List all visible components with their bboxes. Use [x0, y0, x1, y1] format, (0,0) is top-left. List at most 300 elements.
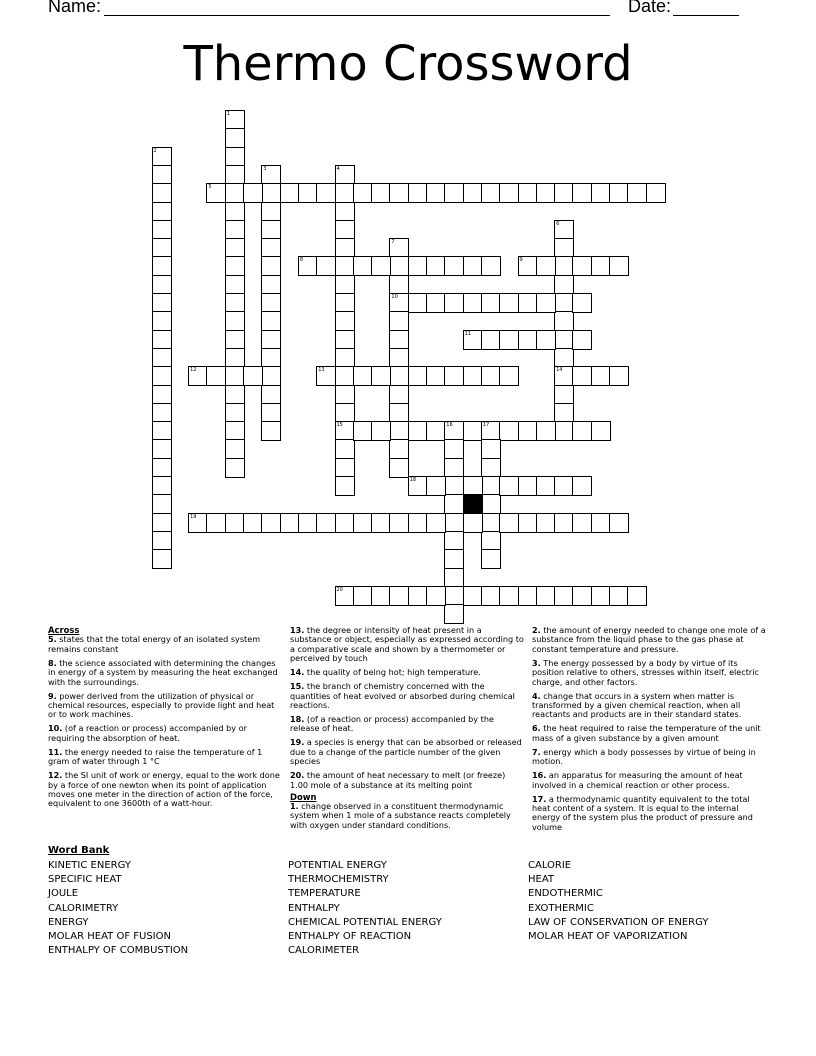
- clue-number: 1: [226, 111, 230, 117]
- grid-cell[interactable]: [353, 586, 373, 606]
- grid-cell[interactable]: [591, 421, 611, 441]
- grid-cell[interactable]: [225, 366, 245, 386]
- word-bank-item: POTENTIAL ENERGY: [288, 860, 387, 871]
- grid-cell[interactable]: [481, 330, 501, 350]
- grid-cell[interactable]: [408, 476, 428, 496]
- grid-cell[interactable]: [591, 513, 611, 533]
- grid-cell[interactable]: [518, 513, 538, 533]
- grid-cell[interactable]: [225, 439, 245, 459]
- grid-cell[interactable]: [389, 586, 409, 606]
- grid-cell[interactable]: [554, 183, 574, 203]
- grid-cell[interactable]: [408, 183, 428, 203]
- grid-cell[interactable]: [426, 183, 446, 203]
- grid-cell[interactable]: [444, 604, 464, 624]
- grid-cell[interactable]: [152, 330, 172, 350]
- grid-cell[interactable]: [225, 238, 245, 258]
- grid-cell[interactable]: [481, 513, 501, 533]
- grid-cell[interactable]: [206, 513, 226, 533]
- grid-cell[interactable]: [463, 513, 483, 533]
- grid-cell[interactable]: [152, 256, 172, 276]
- grid-cell[interactable]: [335, 513, 355, 533]
- grid-cell[interactable]: [261, 183, 281, 203]
- clue-number: 5: [208, 184, 212, 191]
- clue-item: [532, 795, 766, 833]
- grid-cell[interactable]: [444, 293, 464, 313]
- grid-cell[interactable]: [481, 183, 501, 203]
- grid-cell[interactable]: [316, 183, 336, 203]
- clue-item: [532, 748, 766, 767]
- grid-cell[interactable]: [572, 183, 592, 203]
- grid-cell[interactable]: [335, 311, 355, 331]
- grid-cell[interactable]: [536, 183, 556, 203]
- clue-label: 19.: [290, 737, 305, 748]
- grid-cell[interactable]: [389, 256, 409, 276]
- grid-cell[interactable]: [371, 513, 391, 533]
- grid-cell[interactable]: [261, 385, 281, 405]
- grid-cell[interactable]: [353, 256, 373, 276]
- grid-cell[interactable]: [554, 256, 574, 276]
- grid-cell[interactable]: [152, 421, 172, 441]
- grid-cell[interactable]: [298, 513, 318, 533]
- grid-cell[interactable]: [518, 476, 538, 496]
- clue-label: 7.: [532, 746, 541, 757]
- word-bank-item: CALORIE: [528, 860, 572, 871]
- grid-cell[interactable]: [444, 513, 464, 533]
- grid-cell[interactable]: [572, 366, 592, 386]
- grid-cell[interactable]: [389, 330, 409, 350]
- grid-cell[interactable]: [371, 421, 391, 441]
- clue-item: [532, 659, 766, 687]
- word-bank-item: MOLAR HEAT OF VAPORIZATION: [528, 930, 688, 942]
- clue-label: 2.: [532, 625, 541, 635]
- grid-cell[interactable]: [225, 293, 245, 313]
- grid-cell[interactable]: [554, 513, 574, 533]
- grid-cell[interactable]: [518, 586, 538, 606]
- grid-cell[interactable]: [444, 476, 464, 496]
- grid-cell[interactable]: [335, 403, 355, 423]
- word-bank-column-2: [288, 859, 442, 958]
- grid-cell[interactable]: [481, 458, 501, 478]
- clue-text: (of a reaction or process) accompanied by or requiring the absorption of heat.: [48, 723, 247, 743]
- grid-cell[interactable]: [408, 421, 428, 441]
- grid-cell[interactable]: [335, 183, 355, 203]
- grid-cell[interactable]: [408, 293, 428, 313]
- clue-item: [290, 715, 524, 734]
- grid-cell[interactable]: [609, 256, 629, 276]
- clue-item: [532, 771, 766, 790]
- clue-number: 7: [391, 239, 395, 246]
- grid-cell[interactable]: [389, 238, 409, 258]
- grid-cell[interactable]: [280, 183, 300, 203]
- grid-cell[interactable]: [389, 458, 409, 478]
- clue-number: 15: [336, 422, 343, 429]
- grid-cell[interactable]: [225, 385, 245, 405]
- grid-cell[interactable]: [572, 476, 592, 496]
- grid-cell[interactable]: [389, 348, 409, 368]
- grid-cell[interactable]: [261, 275, 281, 295]
- grid-cell[interactable]: [353, 183, 373, 203]
- grid-cell[interactable]: [389, 439, 409, 459]
- grid-cell[interactable]: [463, 476, 483, 496]
- grid-cell[interactable]: [152, 385, 172, 405]
- clue-text: power derived from the utilization of physical or chemical resources, especially to provide light and heat or to work machines.: [48, 690, 275, 720]
- word-bank-item: MOLAR HEAT OF FUSION: [48, 930, 171, 942]
- grid-cell[interactable]: [335, 385, 355, 405]
- grid-cell[interactable]: [225, 183, 245, 203]
- grid-cell[interactable]: [518, 183, 538, 203]
- grid-cell[interactable]: [408, 256, 428, 276]
- grid-cell[interactable]: [335, 586, 355, 606]
- grid-cell[interactable]: [389, 293, 409, 313]
- grid-cell[interactable]: [499, 421, 519, 441]
- grid-cell[interactable]: [444, 549, 464, 569]
- grid-cell[interactable]: [225, 165, 245, 185]
- clue-number: 17: [482, 422, 490, 429]
- clue-item: [290, 738, 524, 766]
- grid-cell[interactable]: [188, 366, 208, 386]
- grid-cell[interactable]: [426, 421, 446, 441]
- clue-label: 14.: [290, 667, 305, 678]
- clue-item: [48, 771, 282, 809]
- grid-cell[interactable]: [371, 183, 391, 203]
- grid-cell[interactable]: [316, 256, 336, 276]
- clue-number: 8: [299, 257, 304, 264]
- grid-cell[interactable]: [554, 275, 574, 295]
- grid-cell[interactable]: [444, 256, 464, 276]
- grid-cell[interactable]: [389, 311, 409, 331]
- grid-cell[interactable]: [225, 348, 245, 368]
- grid-cell[interactable]: [572, 330, 592, 350]
- grid-cell[interactable]: [481, 439, 501, 459]
- grid-cell[interactable]: [225, 202, 245, 222]
- grid-cell[interactable]: [261, 330, 281, 350]
- grid-cell[interactable]: [389, 403, 409, 423]
- grid-cell[interactable]: [518, 256, 538, 276]
- grid-cell[interactable]: [316, 513, 336, 533]
- grid-cell[interactable]: [335, 256, 355, 276]
- grid-cell[interactable]: [609, 513, 629, 533]
- grid-cell[interactable]: [152, 220, 172, 240]
- grid-cell[interactable]: [335, 348, 355, 368]
- grid-cell[interactable]: [572, 421, 592, 441]
- grid-cell[interactable]: [261, 311, 281, 331]
- grid-cell[interactable]: [335, 330, 355, 350]
- grid-cell[interactable]: [152, 202, 172, 222]
- clue-number: 2: [153, 147, 157, 154]
- grid-cell[interactable]: [389, 275, 409, 295]
- grid-cell[interactable]: [554, 476, 574, 496]
- grid-cell[interactable]: [152, 183, 172, 203]
- grid-cell[interactable]: [444, 586, 464, 606]
- grid-cell[interactable]: [335, 421, 355, 441]
- clue-text: the quality of being hot; high temperature.: [306, 667, 481, 678]
- grid-cell[interactable]: [463, 421, 483, 441]
- grid-cell[interactable]: [499, 476, 519, 496]
- grid-cell[interactable]: [389, 385, 409, 405]
- grid-cell[interactable]: [554, 366, 574, 386]
- clue-number: 13: [318, 367, 325, 374]
- grid-cell[interactable]: [444, 458, 464, 478]
- grid-cell[interactable]: [371, 586, 391, 606]
- grid-cell[interactable]: [554, 403, 574, 423]
- grid-cell[interactable]: [554, 421, 574, 441]
- grid-cell[interactable]: [261, 256, 281, 276]
- grid-cell[interactable]: [463, 256, 483, 276]
- grid-cell[interactable]: [518, 421, 538, 441]
- grid-cell[interactable]: [225, 458, 245, 478]
- grid-cell[interactable]: [243, 366, 263, 386]
- clue-item: [290, 802, 524, 830]
- grid-cell[interactable]: [152, 293, 172, 313]
- grid-cell[interactable]: [536, 293, 556, 313]
- grid-cell[interactable]: [225, 147, 245, 167]
- clue-text: change that occurs in a system when matter is transformed by a given chemical reaction, when all reactants and products are in their standard states.: [532, 690, 742, 720]
- grid-cell[interactable]: [261, 348, 281, 368]
- grid-cell[interactable]: [463, 183, 483, 203]
- grid-cell[interactable]: [280, 513, 300, 533]
- grid-cell[interactable]: [225, 220, 245, 240]
- grid-cell[interactable]: [481, 476, 501, 496]
- grid-cell[interactable]: [389, 421, 409, 441]
- grid-cell[interactable]: [518, 293, 538, 313]
- grid-cell[interactable]: [536, 586, 556, 606]
- grid-cell[interactable]: [206, 366, 226, 386]
- grid-cell[interactable]: [371, 256, 391, 276]
- grid-cell[interactable]: [646, 183, 666, 203]
- grid-cell[interactable]: [499, 293, 519, 313]
- word-bank-item: ENDOTHERMIC: [528, 888, 603, 900]
- grid-cell[interactable]: [536, 476, 556, 496]
- grid-cell[interactable]: [536, 330, 556, 350]
- clue-number: 16: [446, 422, 453, 429]
- grid-cell[interactable]: [591, 366, 611, 386]
- across-heading: Across: [48, 625, 80, 635]
- grid-cell[interactable]: [353, 366, 373, 386]
- grid-cell[interactable]: [152, 458, 172, 478]
- grid-cell[interactable]: [536, 513, 556, 533]
- grid-cell[interactable]: [499, 366, 519, 386]
- grid-cell[interactable]: [481, 421, 501, 441]
- grid-cell[interactable]: [152, 403, 172, 423]
- grid-cell[interactable]: [152, 348, 172, 368]
- grid-cell[interactable]: [609, 366, 629, 386]
- grid-cell[interactable]: [335, 366, 355, 386]
- grid-cell[interactable]: [481, 531, 501, 551]
- grid-cell[interactable]: [152, 549, 172, 569]
- grid-cell[interactable]: [536, 256, 556, 276]
- clue-label: 3.: [532, 657, 541, 668]
- clues-column-1: [48, 626, 282, 813]
- grid-cell[interactable]: [499, 183, 519, 203]
- grid-cell[interactable]: [444, 366, 464, 386]
- grid-cell[interactable]: [408, 586, 428, 606]
- grid-cell[interactable]: [353, 421, 373, 441]
- grid-cell[interactable]: [426, 476, 446, 496]
- word-bank-item: KINETIC ENERGY: [48, 860, 131, 871]
- grid-cell[interactable]: [261, 238, 281, 258]
- clue-text: the SI unit of work or energy, equal to the work done by a force of one newton when its point of application moves one meter in the direction of action of the force, equivalent to one 3600th of a watt-hour.: [48, 770, 280, 809]
- grid-cell[interactable]: [572, 293, 592, 313]
- grid-cell[interactable]: [481, 586, 501, 606]
- word-bank-item: CHEMICAL POTENTIAL ENERGY: [288, 916, 442, 928]
- word-bank-item: SPECIFIC HEAT: [48, 874, 122, 886]
- word-bank-item: ENTHALPY OF REACTION: [288, 930, 412, 942]
- grid-cell[interactable]: [444, 421, 464, 441]
- grid-cell[interactable]: [627, 586, 647, 606]
- clue-text: the branch of chemistry concerned with the quantities of heat evolved or absorbed during chemical reactions.: [290, 681, 515, 711]
- grid-cell[interactable]: [225, 275, 245, 295]
- grid-cell[interactable]: [554, 238, 574, 258]
- grid-cell[interactable]: [261, 403, 281, 423]
- grid-cell[interactable]: [335, 165, 355, 185]
- grid-cell[interactable]: [554, 385, 574, 405]
- grid-cell[interactable]: [261, 220, 281, 240]
- grid-cell[interactable]: [335, 293, 355, 313]
- grid-cell[interactable]: [335, 458, 355, 478]
- grid-cell[interactable]: [298, 183, 318, 203]
- grid-cell[interactable]: [554, 348, 574, 368]
- grid-cell[interactable]: [554, 293, 574, 313]
- grid-cell[interactable]: [225, 128, 245, 148]
- grid-cell[interactable]: [335, 202, 355, 222]
- grid-cell[interactable]: [536, 421, 556, 441]
- grid-cell[interactable]: [627, 183, 647, 203]
- clue-label: 5.: [48, 634, 57, 645]
- grid-cell[interactable]: [335, 238, 355, 258]
- grid-cell[interactable]: [152, 494, 172, 514]
- grid-cell[interactable]: [261, 202, 281, 222]
- grid-cell[interactable]: [152, 366, 172, 386]
- grid-cell[interactable]: [481, 366, 501, 386]
- grid-cell[interactable]: [152, 531, 172, 551]
- grid-cell[interactable]: [481, 256, 501, 276]
- grid-cell[interactable]: [591, 586, 611, 606]
- grid-cell[interactable]: [389, 183, 409, 203]
- grid-cell[interactable]: [353, 513, 373, 533]
- grid-cell[interactable]: [426, 366, 446, 386]
- clue-label: 13.: [290, 625, 305, 635]
- grid-cell[interactable]: [261, 165, 281, 185]
- grid-cell[interactable]: [554, 311, 574, 331]
- grid-cell[interactable]: [591, 256, 611, 276]
- grid-cell[interactable]: [243, 183, 263, 203]
- clue-number: 19: [190, 513, 197, 520]
- grid-cell[interactable]: [463, 293, 483, 313]
- grid-cell[interactable]: [481, 494, 501, 514]
- grid-cell[interactable]: [444, 439, 464, 459]
- grid-cell[interactable]: [188, 513, 208, 533]
- grid-cell[interactable]: [426, 586, 446, 606]
- grid-cell[interactable]: [426, 293, 446, 313]
- clue-label: 6.: [532, 723, 541, 734]
- grid-cell[interactable]: [444, 568, 464, 588]
- grid-cell[interactable]: [225, 513, 245, 533]
- grid-cell[interactable]: [499, 330, 519, 350]
- grid-cell[interactable]: [298, 256, 318, 276]
- grid-cell[interactable]: [609, 183, 629, 203]
- grid-cell[interactable]: [225, 110, 245, 130]
- grid-cell[interactable]: [152, 275, 172, 295]
- clue-number: 6: [556, 220, 560, 227]
- grid-cell[interactable]: [572, 513, 592, 533]
- grid-cell[interactable]: [609, 586, 629, 606]
- grid-cell[interactable]: [481, 293, 501, 313]
- grid-cell[interactable]: [554, 220, 574, 240]
- grid-cell[interactable]: [499, 586, 519, 606]
- grid-cell[interactable]: [335, 439, 355, 459]
- clue-item: [48, 635, 282, 654]
- clue-label: 8.: [48, 657, 57, 668]
- grid-cell[interactable]: [591, 183, 611, 203]
- grid-cell[interactable]: [554, 330, 574, 350]
- grid-cell[interactable]: [152, 513, 172, 533]
- grid-cell[interactable]: [225, 330, 245, 350]
- grid-cell[interactable]: [463, 366, 483, 386]
- grid-cell[interactable]: [152, 147, 172, 167]
- clue-text: The energy possessed by a body by virtue of its position relative to others, stresses within itself, electric charge, and other factors.: [532, 657, 759, 687]
- grid-cell[interactable]: [408, 366, 428, 386]
- grid-cell[interactable]: [206, 183, 226, 203]
- grid-cell[interactable]: [243, 513, 263, 533]
- grid-cell[interactable]: [152, 165, 172, 185]
- grid-cell[interactable]: [481, 549, 501, 569]
- grid-cell[interactable]: [261, 293, 281, 313]
- word-bank-column-1: [48, 859, 188, 958]
- grid-cell[interactable]: [426, 256, 446, 276]
- grid-cell[interactable]: [444, 531, 464, 551]
- name-label: Name:: [48, 0, 102, 16]
- grid-cell[interactable]: [371, 366, 391, 386]
- clue-label: 4.: [532, 690, 541, 701]
- grid-cell[interactable]: [554, 586, 574, 606]
- grid-cell[interactable]: [152, 439, 172, 459]
- grid-cell[interactable]: [261, 513, 281, 533]
- grid-cell[interactable]: [572, 256, 592, 276]
- grid-cell[interactable]: [463, 586, 483, 606]
- grid-cell[interactable]: [408, 513, 428, 533]
- grid-cell[interactable]: [389, 513, 409, 533]
- grid-cell[interactable]: [518, 330, 538, 350]
- grid-cell[interactable]: [225, 403, 245, 423]
- grid-cell[interactable]: [335, 275, 355, 295]
- grid-cell[interactable]: [463, 330, 483, 350]
- grid-cell[interactable]: [225, 256, 245, 276]
- grid-cell[interactable]: [389, 366, 409, 386]
- grid-cell[interactable]: [152, 311, 172, 331]
- grid-cell[interactable]: [225, 421, 245, 441]
- clue-number: 9: [519, 257, 523, 264]
- clue-item: [48, 724, 282, 743]
- grid-cell[interactable]: [444, 494, 464, 514]
- grid-cell[interactable]: [426, 513, 446, 533]
- grid-cell[interactable]: [444, 183, 464, 203]
- clue-number: 10: [391, 294, 398, 300]
- grid-cell[interactable]: [261, 421, 281, 441]
- grid-cell[interactable]: [572, 586, 592, 606]
- grid-cell[interactable]: [335, 220, 355, 240]
- clue-text: energy which a body possesses by virtue of being in motion.: [532, 746, 756, 767]
- word-bank-item: ENTHALPY OF COMBUSTION: [48, 945, 189, 957]
- grid-cell[interactable]: [499, 513, 519, 533]
- grid-cell[interactable]: [316, 366, 336, 386]
- grid-cell[interactable]: [152, 238, 172, 258]
- grid-cell[interactable]: [335, 476, 355, 496]
- grid-cell[interactable]: [261, 366, 281, 386]
- word-bank-item: THERMOCHEMISTRY: [288, 874, 389, 886]
- page-title: Thermo Crossword: [183, 36, 633, 92]
- grid-cell[interactable]: [225, 311, 245, 331]
- grid-cell[interactable]: [152, 476, 172, 496]
